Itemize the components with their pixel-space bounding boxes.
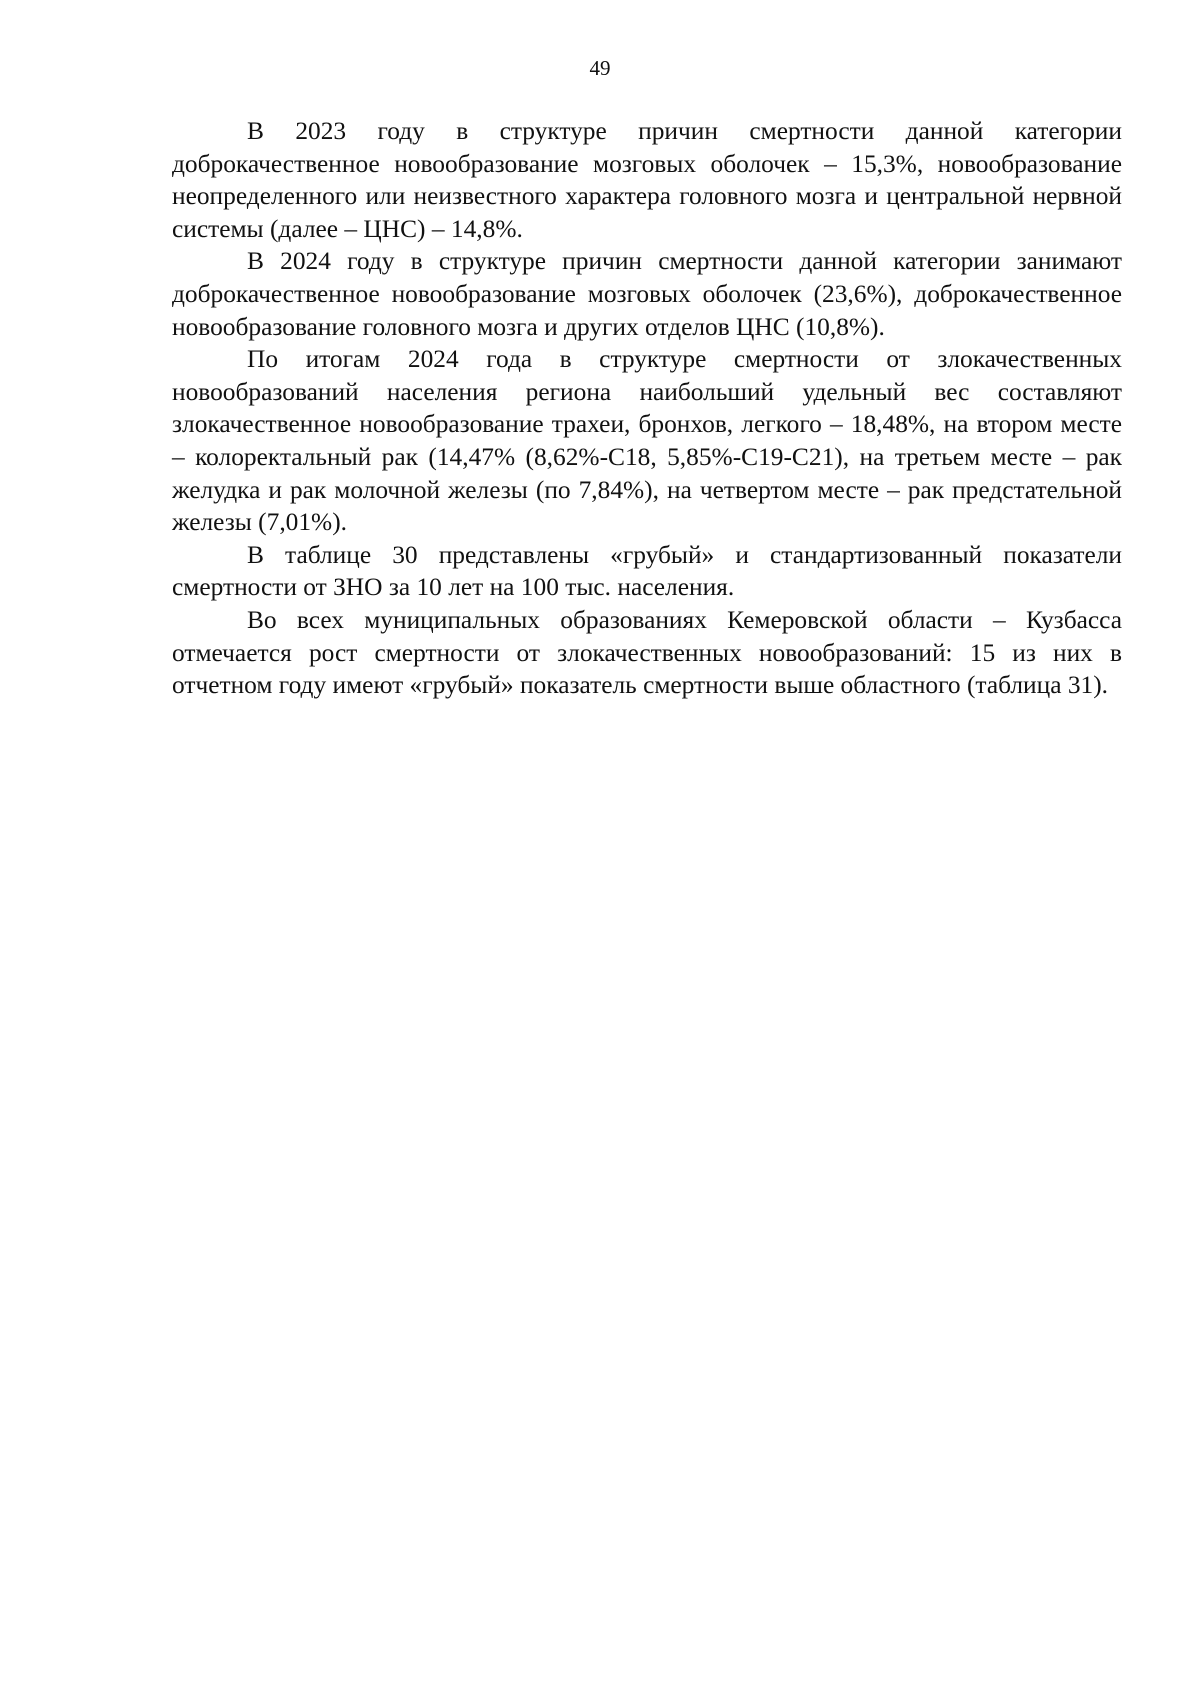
paragraph-table-30-reference: В таблице 30 представлены «грубый» и стандартизованный показатели смертности от ЗНО за 10 лет на 100 тыс. населения. <box>172 540 1122 602</box>
paragraph-2023-structure: В 2023 году в структуре причин смертности данной категории доброкачественное новообразование мозговых оболочек – 15,3%, новообразование неопределенного или неизвестного характера головного мозга и центральной нервной системы (далее – ЦНС) – 14,8%. <box>172 117 1122 243</box>
paragraph-2024-malignant-mortality: По итогам 2024 года в структуре смертности от злокачественных новообразований населения региона наибольший удельный вес составляют злокачественное новообразование трахеи, бронхов, легкого – 18,48%, на втором месте – колоректальный рак (14,47% (8,62%-C18, 5,85%-C19-C21), на третьем месте – рак желудка и рак молочной железы (по 7,84%), на четвертом месте – рак предстательной железы (7,01%). <box>172 345 1122 537</box>
document-body <box>172 115 1122 702</box>
paragraph-2024-structure: В 2024 году в структуре причин смертности данной категории занимают доброкачественное новообразование мозговых оболочек (23,6%), доброкачественное новообразование головного мозга и других отделов ЦНС (10,8%). <box>172 247 1122 341</box>
paragraph-municipal-growth: Во всех муниципальных образованиях Кемеровской области – Кузбасса отмечается рост смертности от злокачественных новообразований: 15 из них в отчетном году имеют «грубый» показатель смертности выше областного (таблица 31). <box>172 605 1122 700</box>
page-number: 49 <box>589 56 611 80</box>
